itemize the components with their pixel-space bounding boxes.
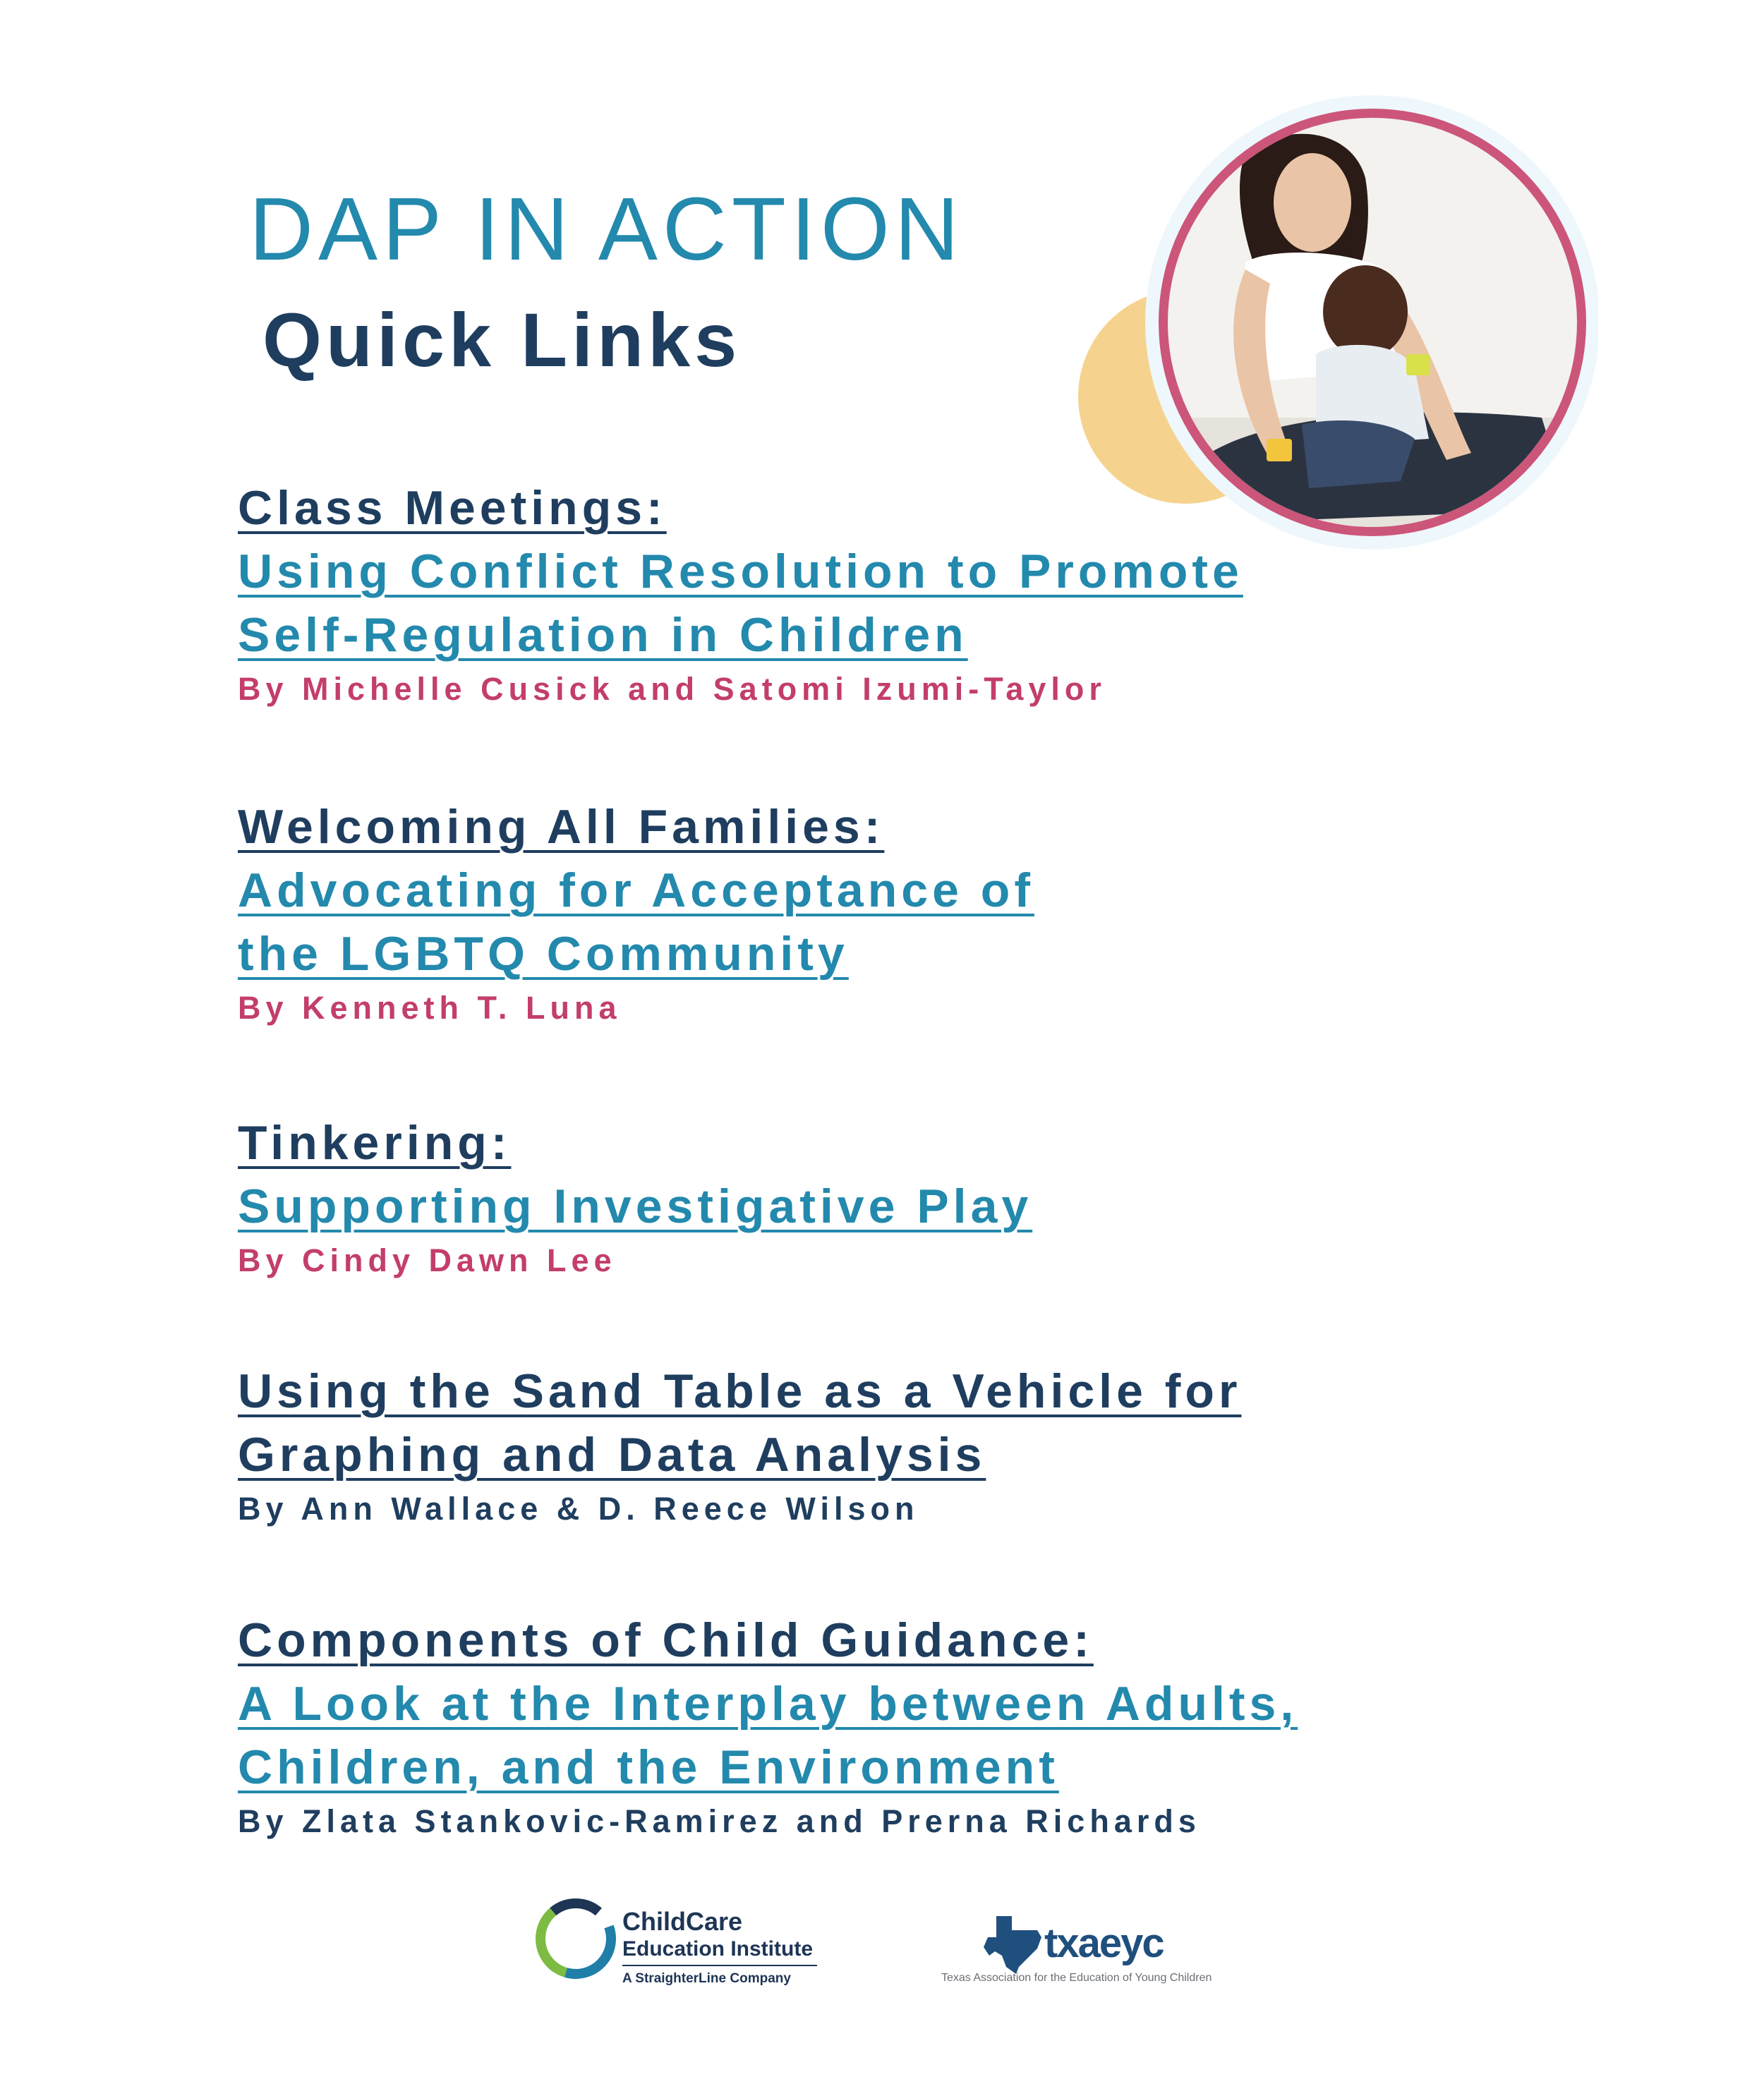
article-author: By Kenneth T. Luna [238, 990, 622, 1026]
article-heading[interactable]: Graphing and Data Analysis [238, 1428, 986, 1482]
page-title: DAP IN ACTION [249, 179, 964, 279]
article-heading[interactable]: Class Meetings: [238, 481, 667, 535]
article-author: By Ann Wallace & D. Reece Wilson [238, 1491, 919, 1527]
article-sand-table [238, 1359, 1578, 1530]
article-heading[interactable]: Tinkering: [238, 1116, 512, 1170]
article-tinkering [238, 1111, 1578, 1282]
childcare-education-institute-logo [535, 1894, 824, 1992]
cei-mark-icon [535, 1894, 824, 1992]
article-link-line[interactable]: Self-Regulation in Children [238, 608, 968, 662]
txaeyc-mark [938, 1909, 1249, 1987]
article-heading[interactable]: Components of Child Guidance: [238, 1613, 1094, 1667]
article-heading[interactable]: Welcoming All Families: [238, 800, 885, 854]
texas-map-icon [984, 1916, 1041, 1974]
article-link-line[interactable]: A Look at the Interplay between Adults, [238, 1677, 1298, 1731]
article-link-line[interactable]: Using Conflict Resolution to Promote [238, 545, 1243, 598]
article-welcoming-all-families [238, 795, 1578, 1029]
article-link-line[interactable]: Children, and the Environment [238, 1740, 1059, 1794]
article-link-line[interactable]: Advocating for Acceptance of [238, 864, 1034, 917]
cei-line1: ChildCare [622, 1907, 743, 1936]
txaeyc-tagline: Texas Association for the Education of Young Children [941, 1972, 1212, 1984]
article-class-meetings [238, 476, 1578, 710]
article-author: By Zlata Stankovic-Ramirez and Prerna Richards [238, 1803, 1201, 1839]
article-heading[interactable]: Using the Sand Table as a Vehicle for [238, 1364, 1242, 1418]
txaeyc-logo [938, 1909, 1249, 1987]
article-link-line[interactable]: the LGBTQ Community [238, 927, 849, 981]
page-subtitle: Quick Links [262, 297, 742, 382]
cei-tagline: A StraighterLine Company [622, 1971, 791, 1986]
article-author: By Michelle Cusick and Satomi Izumi-Taylor [238, 671, 1106, 707]
article-link-line[interactable]: Supporting Investigative Play [238, 1180, 1033, 1233]
txaeyc-name: txaeyc [1044, 1920, 1164, 1966]
article-child-guidance [238, 1609, 1578, 1843]
article-author: By Cindy Dawn Lee [238, 1242, 617, 1278]
cei-line2: Education Institute [622, 1937, 813, 1961]
